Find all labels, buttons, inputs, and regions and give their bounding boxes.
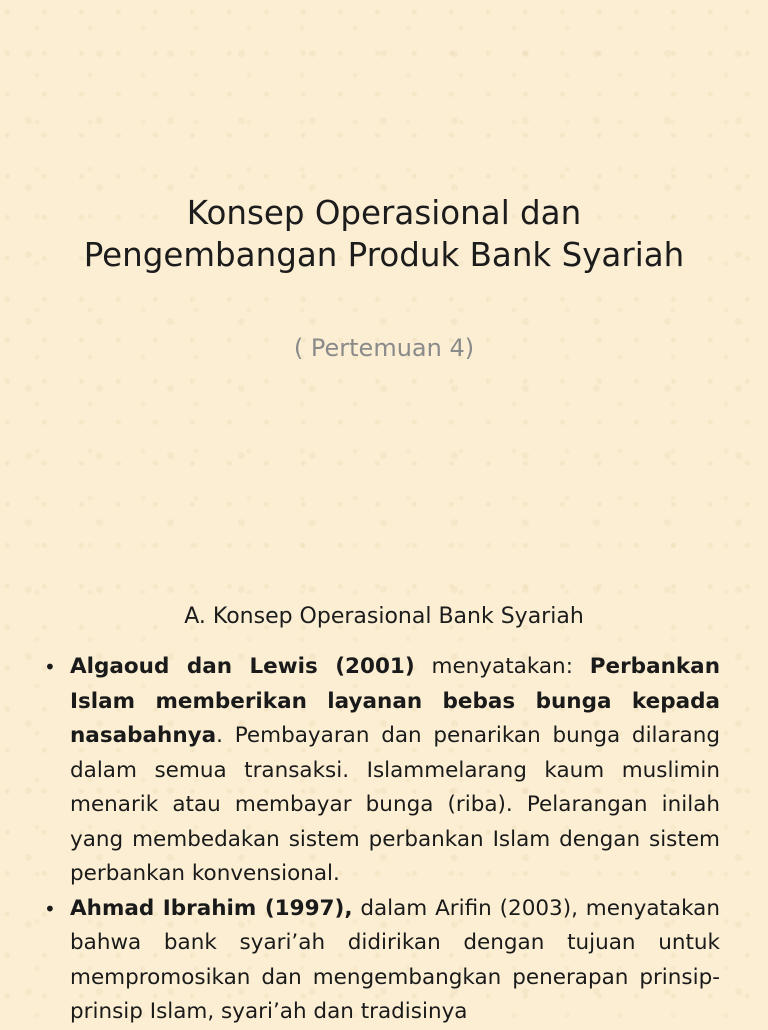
bullet-text: . Pembayaran dan penarikan bunga dilarang dalam semua transaksi. Islammelarang kaum muslimin menarik atau membayar bunga (riba). Pelarangan inilah yang membedakan sistem perbankan Islam dengan sistem perbankan konvensional. xyxy=(70,723,720,886)
slide-title-heading xyxy=(40,192,728,277)
bullet-item xyxy=(44,650,720,892)
bullet-author: Ahmad Ibrahim (1997), xyxy=(70,895,353,921)
bullet-item xyxy=(44,892,720,1030)
title-line-1: Konsep Operasional dan xyxy=(186,194,582,232)
bullet-text: menyatakan: xyxy=(414,654,590,679)
title-line-2: Pengembangan Produk Bank Syariah xyxy=(83,236,685,275)
section-heading: A. Konsep Operasional Bank Syariah xyxy=(184,604,584,629)
slide-title xyxy=(0,0,768,512)
bullet-text: dalam Arifin (2003), menyatakan bahwa bank syari’ah didirikan dengan tujuan untuk mempromosikan dan mengembangkan penerapan prinsip-prinsip Islam, syari’ah dan tradisinya xyxy=(70,895,720,1024)
bullet-icon: • xyxy=(44,655,56,679)
bullet-author: Algaoud dan Lewis (2001) xyxy=(70,654,415,679)
bullet-emphasis: Perbankan Islam memberikan layanan bebas bunga kepada nasabahnya xyxy=(70,654,720,748)
slide-content xyxy=(0,512,768,1024)
slide-subtitle: ( Pertemuan 4) xyxy=(293,334,475,362)
bullet-list xyxy=(44,650,720,1030)
bullet-icon: • xyxy=(44,896,56,921)
